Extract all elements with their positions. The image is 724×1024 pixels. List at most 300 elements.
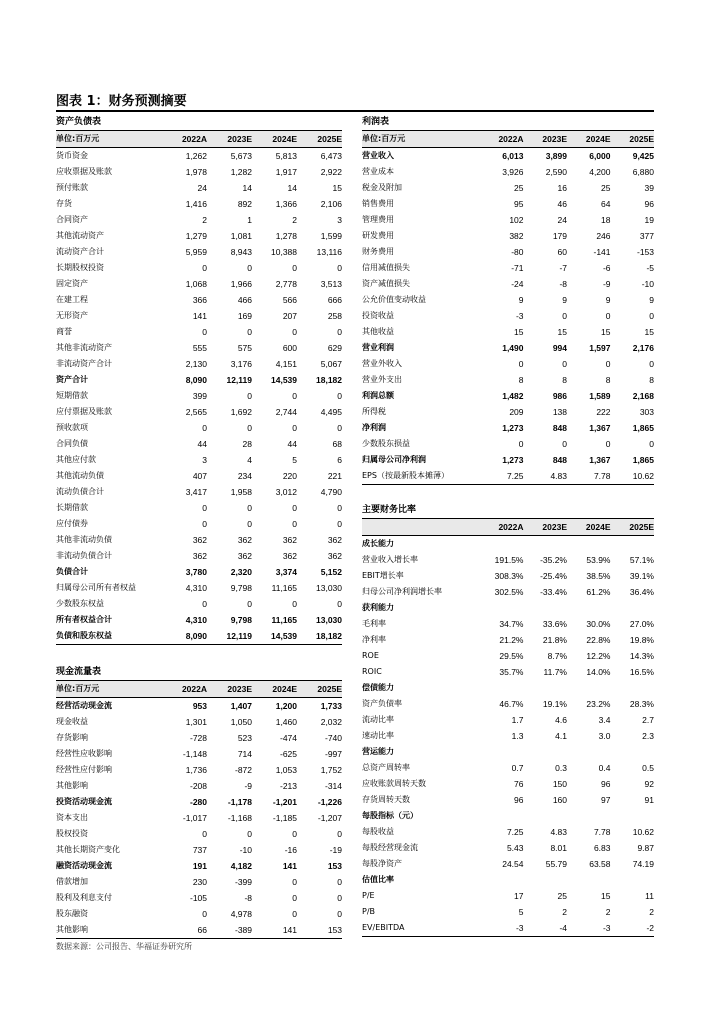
table-row [362,744,654,760]
table-header-row [362,131,654,148]
row-value [480,600,524,616]
row-value: 714 [237,749,252,759]
row-label: 其他流动资产 [56,231,104,240]
table-row [56,196,342,212]
row-value: 1 [247,215,252,225]
row-value: 0 [247,519,252,529]
row-value [480,808,524,824]
row-value: 6,000 [589,151,611,161]
table-row [362,164,654,180]
row-value: 3.4 [598,715,611,725]
row-value: 0 [649,439,654,449]
row-value: 362 [327,551,342,561]
row-value: 0 [247,423,252,433]
row-value: 0.3 [555,763,567,773]
row-label: 销售费用 [362,199,394,208]
row-value: 2,922 [320,167,342,177]
row-value: 3,374 [275,567,297,577]
row-value [567,744,611,760]
table-row [362,680,654,696]
row-value: 8 [605,375,611,385]
table-row [362,276,654,292]
row-value: 160 [552,795,567,805]
table-row [56,778,342,794]
row-label: 经营活动现金流 [56,701,112,710]
row-value: -8 [559,279,567,289]
header-year: 2023E [542,134,567,144]
table-row [56,372,342,388]
row-value: 303 [639,407,654,417]
row-value: 0 [605,311,611,321]
row-value: 366 [192,295,207,305]
row-value: -213 [279,781,297,791]
header-year: 2023E [542,522,567,532]
table-row [362,308,654,324]
row-value: 0 [337,599,342,609]
row-label: 资本支出 [56,813,88,822]
row-value: -997 [324,749,342,759]
row-value: 17 [514,891,524,901]
row-value: -24 [511,279,524,289]
table-row [362,824,654,840]
row-value: 5,673 [230,151,252,161]
row-value: 1,978 [185,167,207,177]
table-row [56,500,342,516]
table-row [56,874,342,890]
row-label: 短期借款 [56,391,88,400]
row-value: 3,176 [230,359,252,369]
row-value: 0 [202,909,207,919]
row-value: -4 [559,923,567,933]
row-value: 46.7% [499,699,524,709]
row-value: 1,279 [185,231,207,241]
row-value: 7.25 [506,471,524,481]
table-row [56,260,342,276]
row-value: 2,565 [185,407,207,417]
table-row [56,308,342,324]
row-label: 税金及附加 [362,183,402,192]
row-value: 96 [601,779,611,789]
row-value: 8 [518,375,524,385]
row-label: 归母公司净利润增长率 [362,587,442,596]
row-value: 362 [282,535,297,545]
row-label: 研发费用 [362,231,394,240]
row-value: 64 [601,199,611,209]
row-value: -19 [329,845,342,855]
row-value: 2 [202,215,207,225]
title-divider [56,110,654,112]
row-value: 575 [237,343,252,353]
row-value: 1.7 [511,715,524,725]
row-value: -208 [189,781,207,791]
table-row [362,340,654,356]
row-value: 191 [192,861,207,871]
row-value: 33.6% [542,619,567,629]
row-value: 28.3% [629,699,654,709]
row-value: 0 [518,359,524,369]
table-row [362,468,654,485]
row-value: 18 [601,215,611,225]
table-row [362,888,654,904]
row-value: 4,182 [230,861,252,871]
row-value: -1,201 [272,797,297,807]
row-value: 5,959 [185,247,207,257]
row-value: 6,880 [632,167,654,177]
row-label: 应付票据及账款 [56,407,112,416]
row-value [524,744,568,760]
row-value: 2,130 [185,359,207,369]
row-value: 44 [287,439,297,449]
row-value: 10,388 [271,247,297,257]
table-row [56,292,342,308]
row-value: 0 [337,877,342,887]
row-value: 24 [197,183,207,193]
row-value: 0 [247,503,252,513]
row-value: 221 [327,471,342,481]
row-value: 0.5 [642,763,654,773]
row-label: 资产合计 [56,375,88,384]
row-value: 10.62 [632,827,654,837]
row-value: 2 [649,907,654,917]
row-label: 其他影响 [56,781,88,790]
row-value: 7.78 [593,827,611,837]
row-value: 848 [552,455,567,465]
row-value: -3 [602,923,611,933]
row-label: 营业外支出 [362,375,402,384]
table-row [362,920,654,937]
row-value: 0 [337,327,342,337]
row-value: 15 [557,327,567,337]
table-row [362,404,654,420]
row-value: 12,119 [226,631,252,641]
row-value [611,744,655,760]
table-row [362,536,654,552]
row-value: 28 [242,439,252,449]
row-label: ROE [362,651,379,660]
row-value: 4,310 [185,583,207,593]
row-value: 0 [247,829,252,839]
row-value: 8.7% [547,651,567,661]
row-value: 4,978 [230,909,252,919]
row-label: 长期借款 [56,503,88,512]
row-value: 407 [192,471,207,481]
header-year: 2024E [272,684,297,694]
row-value: 0 [337,519,342,529]
row-value: 153 [327,861,342,871]
row-label: 毛利率 [362,619,386,628]
row-value [567,536,611,552]
row-value: 2,032 [320,717,342,727]
row-label: 总资产周转率 [362,763,410,772]
row-value: 9 [518,295,524,305]
row-value: 24.54 [502,859,524,869]
row-value: 15 [601,891,611,901]
row-value: 2,744 [275,407,297,417]
row-value [567,600,611,616]
table-row [362,856,654,872]
table-row [56,244,342,260]
row-value: 0 [202,829,207,839]
table-row [56,436,342,452]
row-value: 92 [644,779,654,789]
row-value: 0 [562,311,567,321]
row-value: 0 [202,519,207,529]
row-value: -314 [324,781,342,791]
row-value: 1.3 [511,731,524,741]
row-value: 25 [601,183,611,193]
header-year: 2025E [317,134,342,144]
row-value: 0 [337,829,342,839]
header-year: 2025E [629,134,654,144]
header-year: 2024E [272,134,297,144]
row-value [611,808,655,824]
row-value: 11,165 [271,615,297,625]
row-value: -141 [593,247,611,257]
row-value: 362 [192,551,207,561]
row-label: 资产负债率 [362,699,402,708]
row-label: 管理费用 [362,215,394,224]
row-value: 19 [644,215,654,225]
row-value: 0 [292,391,297,401]
table-row [56,580,342,596]
row-value: -1,226 [317,797,342,807]
row-label: 应付债券 [56,519,88,528]
row-value: -71 [511,263,524,273]
row-label: 信用减值损失 [362,263,410,272]
row-value: 0 [202,423,207,433]
table-row [56,596,342,612]
row-value [611,536,655,552]
table-row [56,228,342,244]
row-value: 1,917 [275,167,297,177]
row-value: 0 [247,599,252,609]
header-unit: 单位:百万元 [56,684,100,693]
row-value: -105 [189,893,207,903]
row-value: 0 [337,263,342,273]
row-value: 377 [639,231,654,241]
table-row [56,212,342,228]
income-statement-title: 利润表 [362,115,654,131]
financial-ratios-table [362,503,654,937]
row-value: 8,943 [230,247,252,257]
row-label: P/B [362,907,376,916]
row-value: 55.79 [545,859,567,869]
row-value: 382 [509,231,524,241]
row-label: P/E [362,891,375,900]
row-value [611,600,655,616]
row-value: 1,597 [589,343,611,353]
row-value: 1,367 [589,455,611,465]
row-value: 8.01 [550,843,567,853]
table-row [362,212,654,228]
row-label: 负债和股东权益 [56,631,112,640]
row-value: 15 [514,327,524,337]
table-row [56,148,342,164]
row-label: 每股净资产 [362,859,402,868]
header-unit: 单位:百万元 [362,134,406,143]
row-value: 0 [292,263,297,273]
row-value: 953 [192,701,207,711]
row-value: 23.2% [586,699,611,709]
header-year: 2024E [585,522,611,532]
row-value: 169 [237,311,252,321]
row-value: 3 [202,455,207,465]
row-value: -7 [559,263,567,273]
table-row [362,696,654,712]
row-value: 258 [327,311,342,321]
row-value: -625 [279,749,297,759]
income-statement-table [362,115,654,485]
row-value: 191.5% [494,555,524,565]
row-label: 利润总额 [362,391,394,400]
row-value: 22.8% [586,635,611,645]
row-value: 3 [337,215,342,225]
row-label: EPS（按最新股本摊薄） [362,471,449,480]
row-value: 13,116 [316,247,342,257]
table-row [56,516,342,532]
header-unit: 单位:百万元 [56,134,100,143]
row-value: 2.7 [642,715,654,725]
row-value: 3,926 [502,167,524,177]
table-row [56,890,342,906]
row-value: 1,865 [632,455,654,465]
table-row [362,452,654,468]
table-row [56,484,342,500]
row-value: 1,273 [502,423,524,433]
row-value: 2 [292,215,297,225]
row-value: -1,148 [182,749,207,759]
row-value: 892 [237,199,252,209]
row-value: 1,262 [185,151,207,161]
row-label: 现金收益 [56,717,88,726]
table-row [362,584,654,600]
row-value: 0 [247,327,252,337]
row-value: 629 [327,343,342,353]
row-value: -740 [324,733,342,743]
row-value: 1,692 [230,407,252,417]
table-row [56,180,342,196]
row-value: 9 [562,295,567,305]
row-value: 1,200 [275,701,297,711]
row-value: 1,865 [632,423,654,433]
row-value: -1,178 [227,797,252,807]
row-value: 16.5% [629,667,654,677]
row-value: 18,182 [316,631,342,641]
row-label: 存货周转天数 [362,795,410,804]
row-value: 1,416 [185,199,207,209]
page-title: 图表 1：财务预测摘要 [56,94,187,109]
row-label: 财务费用 [362,247,394,256]
row-value: 1,278 [275,231,297,241]
row-value: 9.87 [637,843,654,853]
row-value: 0 [337,391,342,401]
row-value: 138 [552,407,567,417]
row-value: 666 [327,295,342,305]
row-value: 994 [552,343,567,353]
row-value: 986 [552,391,567,401]
row-value: 6,473 [320,151,342,161]
row-value: 102 [509,215,524,225]
table-row [56,612,342,628]
row-value: -474 [279,733,297,743]
row-label: 应收票据及账款 [56,167,112,176]
row-label: 所得税 [362,407,386,416]
row-value: 207 [282,311,297,321]
row-value [480,744,524,760]
table-row [56,826,342,842]
table-row [362,356,654,372]
row-value: 150 [552,779,567,789]
row-value: 66 [197,925,207,935]
header-unit [362,519,480,535]
row-value: -33.4% [540,587,567,597]
row-label: 其他非流动负债 [56,535,112,544]
row-value: 0 [292,599,297,609]
row-label: 非流动资产合计 [56,359,112,368]
row-value: 1,053 [275,765,297,775]
row-label: 营业收入增长率 [362,555,418,564]
row-value: 16 [557,183,567,193]
header-year: 2025E [317,684,342,694]
row-value: -10 [641,279,654,289]
table-row [362,808,654,824]
row-value: 0 [202,599,207,609]
table-header-row [56,131,342,148]
table-row [56,922,342,939]
row-value [567,872,611,888]
table-row [56,794,342,810]
table-row [362,616,654,632]
row-value: 2,590 [545,167,567,177]
table-row [56,452,342,468]
row-label: 股东融资 [56,909,88,918]
row-value: 1,282 [230,167,252,177]
row-label: 商誉 [56,327,72,336]
row-value: -1,207 [317,813,342,823]
row-value: 18,182 [316,375,342,385]
row-label: 少数股东损益 [362,439,410,448]
row-label: 投资活动现金流 [56,797,112,806]
row-value: 362 [237,535,252,545]
row-value: 2.3 [642,731,654,741]
row-value: 302.5% [494,587,524,597]
row-label: 存货 [56,199,72,208]
row-value: 0 [292,503,297,513]
balance-sheet-title: 资产负债表 [56,115,342,131]
row-value: -5 [646,263,654,273]
row-value: 5 [292,455,297,465]
row-label: 长期股权投资 [56,263,104,272]
row-label: EBIT增长率 [362,571,404,580]
table-row [56,842,342,858]
row-label: 每股收益 [362,827,394,836]
table-row [362,148,654,164]
row-value: 11.7% [543,667,567,677]
row-value: 0 [247,391,252,401]
row-label: 合同负债 [56,439,88,448]
row-value: 44 [197,439,207,449]
row-value: 0 [292,519,297,529]
row-value: -80 [511,247,524,257]
row-label: 其他收益 [362,327,394,336]
row-value: -399 [234,877,252,887]
row-value: 0 [292,829,297,839]
row-value: 61.2% [586,587,611,597]
row-value: 9 [649,295,654,305]
table-row [362,872,654,888]
row-value: 0.4 [598,763,611,773]
row-value: 1,273 [502,455,524,465]
